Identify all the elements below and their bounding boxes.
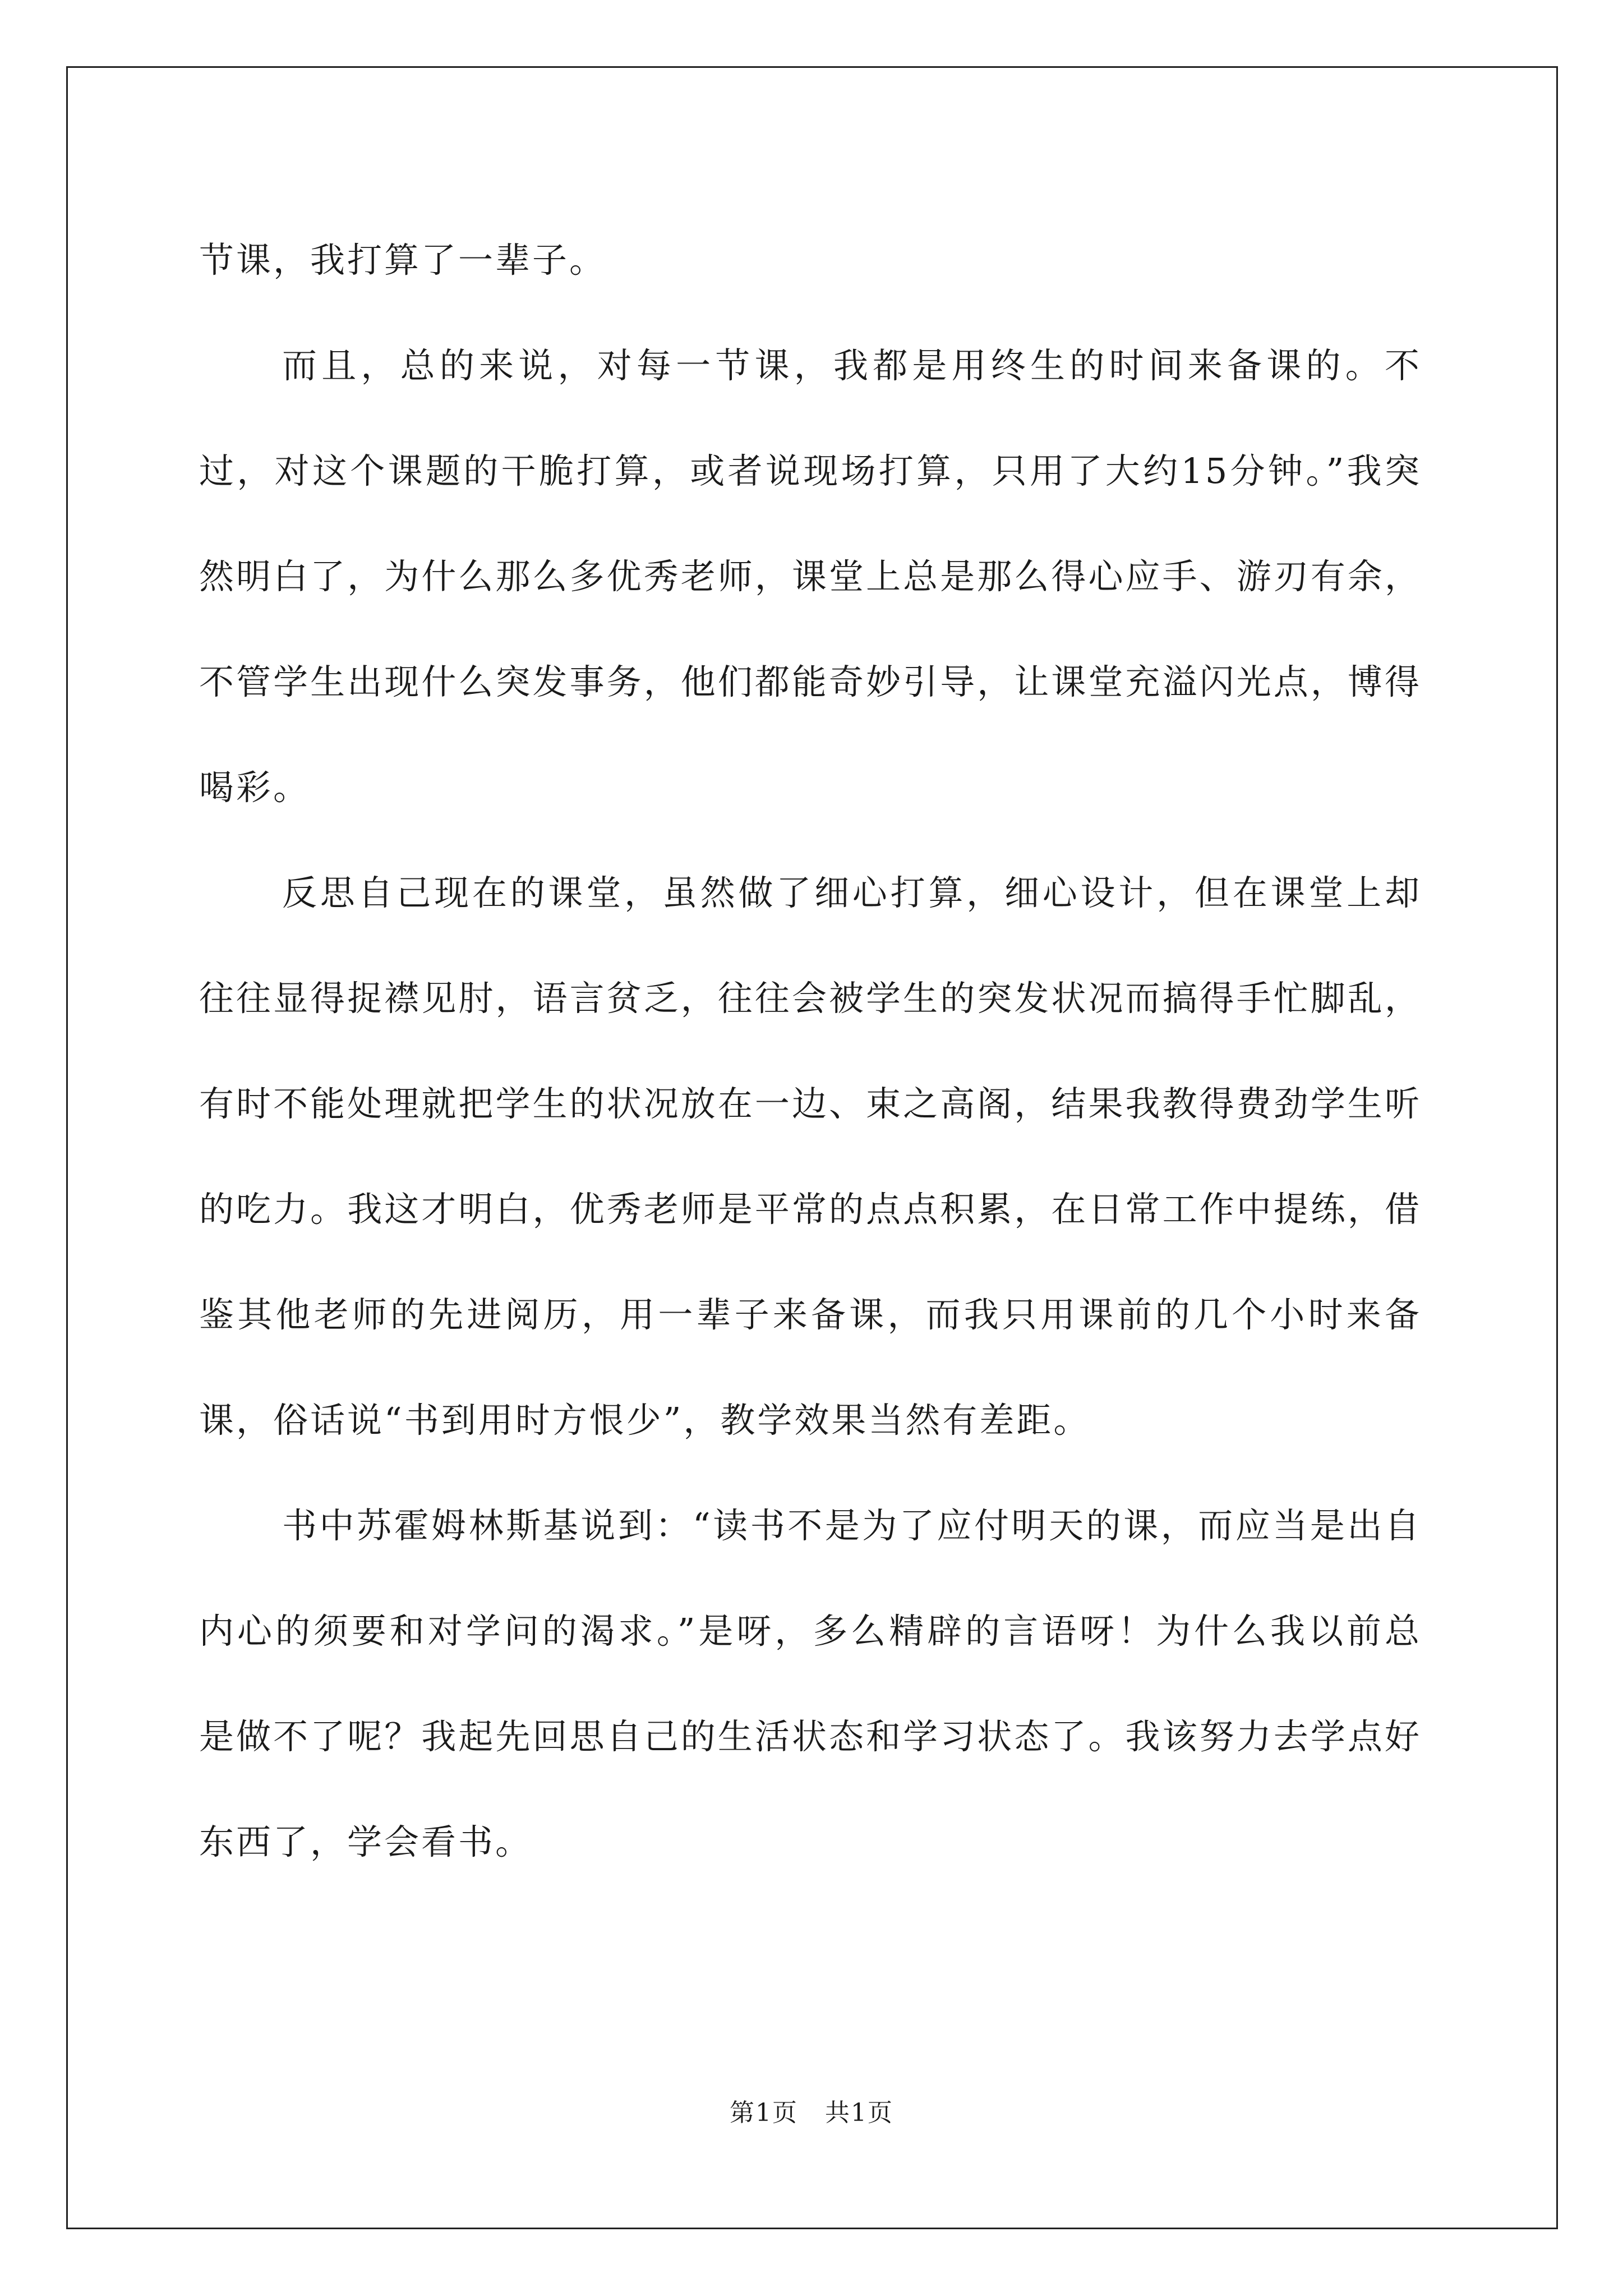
paragraph-2: 而且，总的来说，对每一节课，我都是用终生的时间来备课的。不过，对这个课题的干脆打算，或者说现场打算，只用了大约15分钟。”我突然明白了，为什么那么多优秀老师，课堂上总是那么得心应手、游刃有余，不管学生出现什么突发事务，他们都能奇妙引导，让课堂充溢闪光点，博得喝彩。 xyxy=(199,345,1422,808)
page-number: 第1页 xyxy=(730,2099,798,2127)
document-body xyxy=(199,208,1422,1895)
page-total: 共1页 xyxy=(825,2099,893,2127)
page-footer xyxy=(0,2092,1623,2128)
paragraph-1: 节课，我打算了一辈子。 xyxy=(199,240,607,280)
paragraph-4: 书中苏霍姆林斯基说到：“读书不是为了应付明天的课，而应当是出自内心的须要和对学问的渴求。”是呀，多么精辟的言语呀！为什么我以前总是做不了呢？我起先回思自己的生活状态和学习状态了。我该努力去学点好东西了，学会看书。 xyxy=(199,1505,1422,1862)
paragraph-3: 反思自己现在的课堂，虽然做了细心打算，细心设计，但在课堂上却往往显得捉襟见肘，语言贫乏，往往会被学生的突发状况而搞得手忙脚乱，有时不能处理就把学生的状况放在一边、束之高阁，结果我教得费劲学生听的吃力。我这才明白，优秀老师是平常的点点积累，在日常工作中提练，借鉴其他老师的先进阅历，用一辈子来备课，而我只用课前的几个小时来备课，俗话说“书到用时方恨少”，教学效果当然有差距。 xyxy=(199,872,1422,1441)
